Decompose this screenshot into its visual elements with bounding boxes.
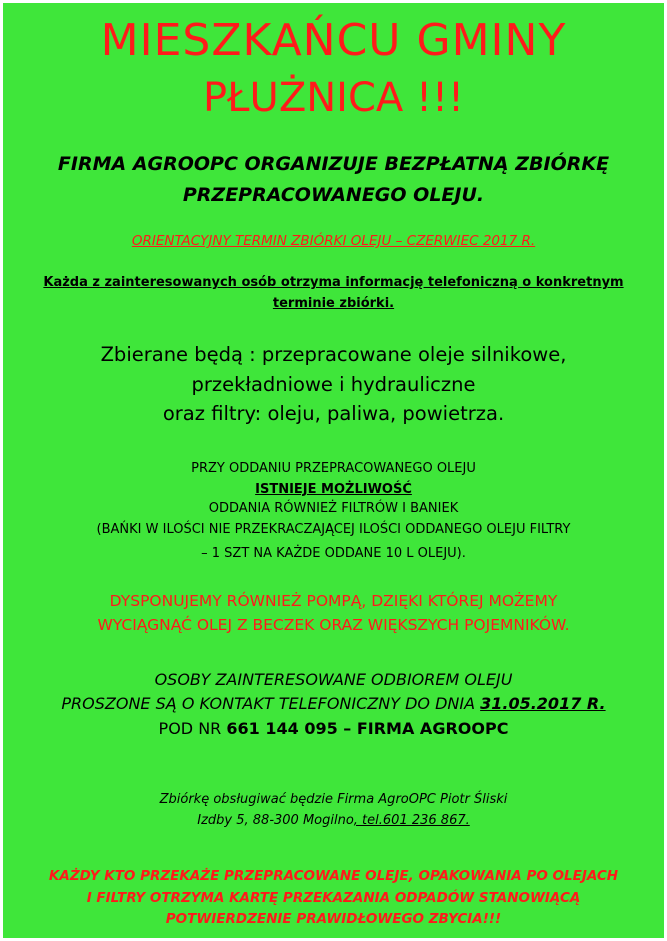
closing-line-2: I FILTRY OTRZYMA KARTĘ PRZEKAZANIA ODPADÓW STANOWIĄCĄ [86, 890, 581, 906]
possibility-line-5: – 1 SZT NA KAŻDE ODDANE 10 L OLEJU). [201, 546, 466, 561]
contact-line-1: OSOBY ZAINTERESOWANE ODBIOREM OLEJU [154, 670, 513, 689]
possibility-line-3: ODDANIA RÓWNIEŻ FILTRÓW I BANIEK [208, 501, 459, 516]
collection-term: ORIENTACYJNY TERMIN ZBIÓRKI OLEJU – CZERWIEC 2017 R. [131, 233, 536, 249]
contact-line-3 [3, 719, 664, 738]
contact-line-3-text: POD NR [158, 719, 227, 738]
headline-line-1: MIESZKAŃCU GMINY [100, 15, 567, 66]
pump-line-2: WYCIĄGNĄĆ OLEJ Z BECZEK ORAZ WIĘKSZYCH POJEMNIKÓW. [97, 616, 570, 634]
closing-line-3: POTWIERDZENIE PRAWIDŁOWEGO ZBYCIA!!! [165, 911, 502, 927]
collected-items-line-3: oraz filtry: oleju, paliwa, powietrza. [162, 402, 505, 425]
contact-line-2 [3, 694, 664, 713]
phone-number: 661 144 095 – FIRMA AGROOPC [226, 719, 509, 738]
deadline-date: 31.05.2017 R. [480, 694, 606, 713]
contact-line-2-text: PROSZONE SĄ O KONTAKT TELEFONICZNY DO DNIA [61, 694, 481, 713]
operator-phone: , tel.601 236 867. [353, 813, 470, 828]
operator-address: Izdby 5, 88-300 Mogilno [197, 813, 354, 828]
operator-line-1: Zbiórkę obsługiwać będzie Firma AgroOPC Piotr Śliski [159, 792, 508, 807]
possibility-line-1: PRZY ODDANIU PRZEPRACOWANEGO OLEJU [191, 461, 476, 476]
collected-items-line-1: Zbierane będą : przepracowane oleje silnikowe, [100, 343, 567, 366]
info-line-1: Każda z zainteresowanych osób otrzyma informację telefoniczną o konkretnym [43, 275, 624, 290]
subheading-line-2: PRZEPRACOWANEGO OLEJU. [182, 184, 485, 206]
closing-line-1: KAŻDY KTO PRZEKAŻE PRZEPRACOWANE OLEJE, OPAKOWANIA PO OLEJACH [48, 868, 619, 884]
headline-line-2: PŁUŻNICA !!! [202, 75, 465, 121]
operator-line-2 [3, 813, 664, 828]
collected-items-line-2: przekładniowe i hydrauliczne [191, 373, 476, 396]
pump-line-1: DYSPONUJEMY RÓWNIEŻ POMPĄ, DZIĘKI KTÓREJ MOŻEMY [109, 592, 558, 610]
possibility-line-4: (BAŃKI W ILOŚCI NIE PRZEKRACZAJĄCEJ ILOŚCI ODDANEGO OLEJU FILTRY [96, 522, 571, 537]
info-line-2: terminie zbiórki. [272, 296, 395, 311]
poster [3, 3, 664, 938]
subheading-line-1: FIRMA AGROOPC ORGANIZUJE BEZPŁATNĄ ZBIÓRKĘ [57, 153, 610, 175]
possibility-line-2: ISTNIEJE MOŻLIWOŚĆ [255, 482, 412, 497]
